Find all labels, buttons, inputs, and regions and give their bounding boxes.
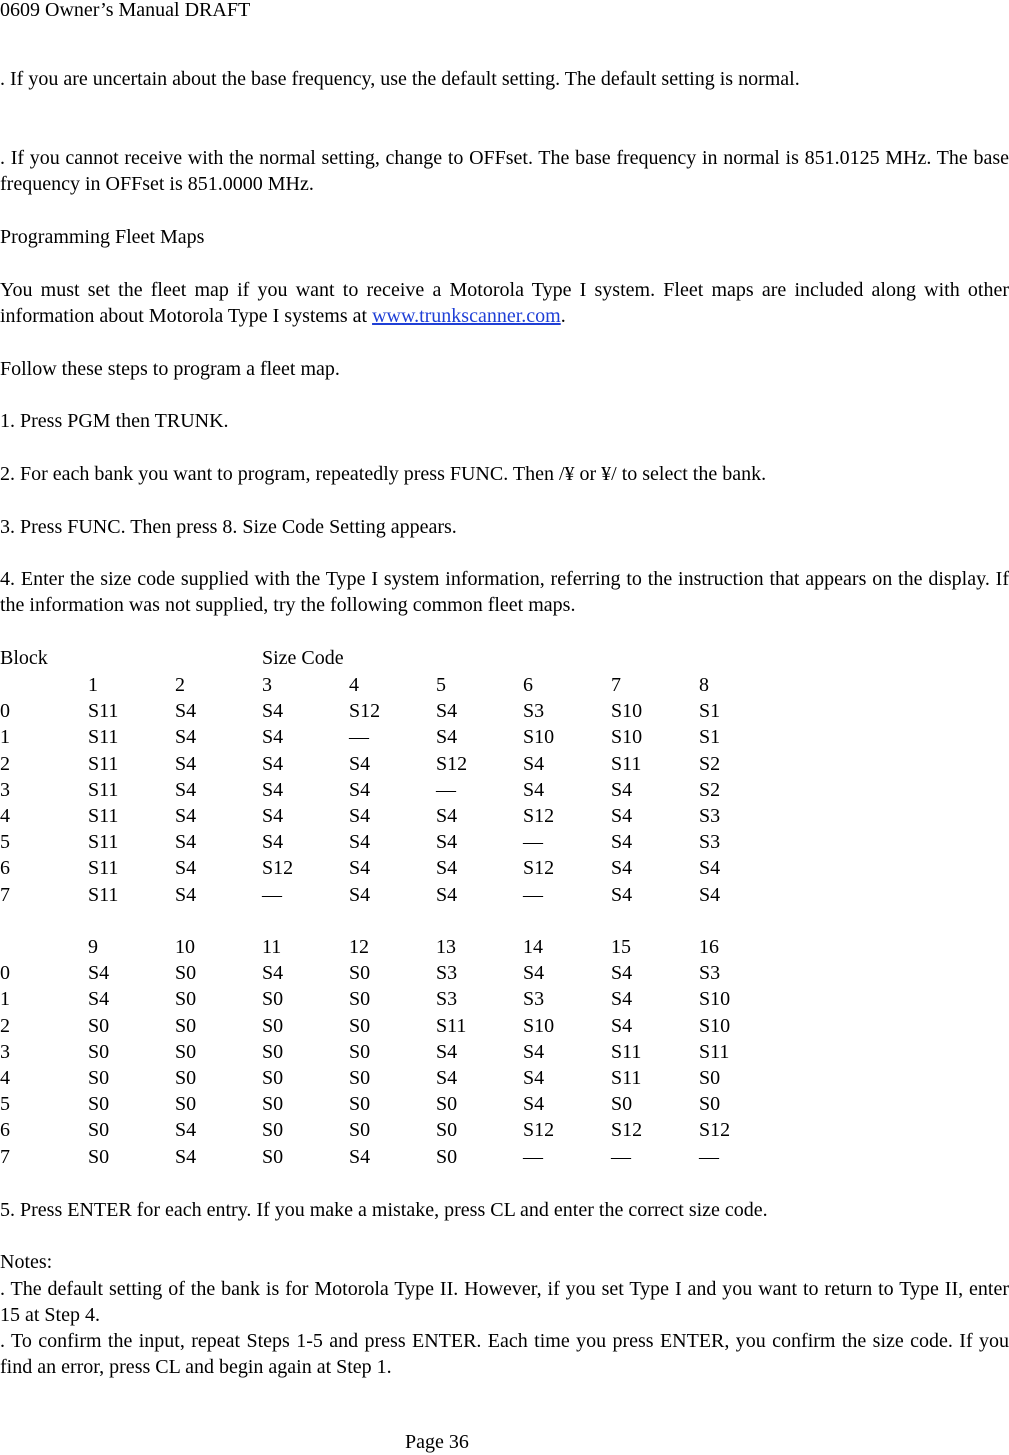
table-cell: S4 <box>262 962 284 985</box>
table-column-header: 8 <box>699 674 709 696</box>
table-cell: S12 <box>349 700 381 723</box>
table-cell: S4 <box>436 1040 458 1063</box>
table-cell: S4 <box>436 857 458 880</box>
table-cell: S0 <box>349 1119 371 1142</box>
table-row-block: 0 <box>0 962 10 985</box>
table-cell: S4 <box>349 883 371 906</box>
table-cell: S4 <box>175 700 197 723</box>
table-cell: S0 <box>88 1040 110 1063</box>
table-cell: S4 <box>436 700 458 723</box>
table-cell: S4 <box>436 726 458 749</box>
table-cell: S12 <box>523 857 555 880</box>
table-row-block: 5 <box>0 831 10 854</box>
table-cell: — <box>436 778 456 801</box>
table-cell: S4 <box>88 988 110 1011</box>
table-cell: S4 <box>349 778 371 801</box>
step-4: 4. Enter the size code supplied with the Type I system information, referring to the instruction that appears on the display. If the information was not supplied, try the following common fleet maps. <box>0 568 1009 616</box>
table-row-block: 5 <box>0 1093 10 1116</box>
table-cell: S0 <box>262 1014 284 1037</box>
table-cell: S11 <box>88 883 119 906</box>
table-cell: S4 <box>436 805 458 827</box>
table-size-code-label: Size Code <box>262 647 344 669</box>
table-cell: S0 <box>349 1093 371 1116</box>
table-cell: S1 <box>699 700 721 723</box>
table-cell: — <box>523 883 543 906</box>
table-column-header: 3 <box>262 674 272 696</box>
page-number: Page 36 <box>405 1431 469 1453</box>
paragraph-base-frequency: . If you are uncertain about the base frequency, use the default setting. The default setting is normal. <box>0 68 800 90</box>
table-cell: S0 <box>699 1093 721 1116</box>
table-row-block: 4 <box>0 1067 10 1089</box>
table-cell: — <box>611 1145 631 1168</box>
table-cell: S2 <box>699 752 721 775</box>
table-cell: S4 <box>262 831 284 854</box>
table-row-block: 7 <box>0 1145 10 1168</box>
table-cell: S2 <box>699 778 721 801</box>
table-cell: S0 <box>262 1093 284 1116</box>
table-cell: S0 <box>349 1014 371 1037</box>
table-row-block: 3 <box>0 778 10 801</box>
paragraph-offset: . If you cannot receive with the normal setting, change to OFFset. The base frequency in normal is 851.0125 MHz. The base frequency in OFFset is 851.0000 MHz. <box>0 147 1009 195</box>
table-block-label: Block <box>0 647 48 669</box>
table-cell: S0 <box>88 1119 110 1142</box>
table-cell: S3 <box>436 988 458 1011</box>
table-cell: S10 <box>611 726 643 749</box>
table-cell: S0 <box>175 1067 197 1089</box>
table-column-header: 10 <box>175 936 195 958</box>
table-column-header: 2 <box>175 674 185 696</box>
table-row-block: 6 <box>0 1119 10 1142</box>
table-cell: S4 <box>349 805 371 827</box>
table-cell: S4 <box>175 857 197 880</box>
table-cell: S4 <box>175 752 197 775</box>
table-cell: S4 <box>523 752 545 775</box>
table-cell: S4 <box>699 857 721 880</box>
table-cell: S4 <box>175 831 197 854</box>
table-cell: S4 <box>88 962 110 985</box>
table-cell: S4 <box>611 962 633 985</box>
table-cell: S0 <box>175 1093 197 1116</box>
table-row-block: 1 <box>0 726 10 749</box>
table-cell: S11 <box>699 1040 730 1063</box>
table-cell: S11 <box>88 700 119 723</box>
table-cell: S4 <box>436 883 458 906</box>
table-row-block: 2 <box>0 1014 10 1037</box>
table-cell: S11 <box>88 831 119 854</box>
table-cell: — <box>262 883 282 906</box>
table-cell: S11 <box>88 805 119 827</box>
table-cell: S0 <box>436 1145 458 1168</box>
step-2: 2. For each bank you want to program, repeatedly press FUNC. Then /¥ or ¥/ to select the bank. <box>0 463 767 485</box>
table-cell: S3 <box>436 962 458 985</box>
table-cell: S0 <box>262 1040 284 1063</box>
table-cell: S11 <box>611 1040 642 1063</box>
table-cell: S4 <box>436 1067 458 1089</box>
table-cell: S0 <box>262 988 284 1011</box>
trunkscanner-link[interactable]: www.trunkscanner.com <box>372 305 561 327</box>
table-column-header: 16 <box>699 936 719 958</box>
table-cell: S0 <box>349 988 371 1011</box>
table-cell: S12 <box>699 1119 731 1142</box>
section-heading: Programming Fleet Maps <box>0 226 205 248</box>
table-cell: S4 <box>611 778 633 801</box>
table-cell: S0 <box>349 1040 371 1063</box>
table-cell: S4 <box>611 1014 633 1037</box>
table-cell: S4 <box>611 988 633 1011</box>
note-1: . The default setting of the bank is for Motorola Type II. However, if you set Type I and you want to return to Type II, enter 15 at Step 4. <box>0 1278 1009 1326</box>
table-cell: S11 <box>436 1014 467 1037</box>
table-cell: S4 <box>349 831 371 854</box>
table-cell: S4 <box>611 831 633 854</box>
table-column-header: 15 <box>611 936 631 958</box>
table-cell: S4 <box>262 726 284 749</box>
table-cell: S0 <box>175 1040 197 1063</box>
table-cell: S0 <box>436 1093 458 1116</box>
table-cell: S0 <box>88 1067 110 1089</box>
table-cell: S11 <box>88 857 119 880</box>
table-cell: S10 <box>699 988 731 1011</box>
table-cell: S4 <box>349 752 371 775</box>
table-cell: S12 <box>611 1119 643 1142</box>
table-row-block: 2 <box>0 752 10 775</box>
table-cell: S4 <box>262 752 284 775</box>
fleet-map-intro-end: . <box>560 305 566 327</box>
table-cell: S3 <box>699 831 721 854</box>
table-cell: S4 <box>175 1119 197 1142</box>
table-cell: S0 <box>175 1014 197 1037</box>
table-cell: S11 <box>611 752 642 775</box>
table-cell: S10 <box>523 1014 555 1037</box>
table-cell: S11 <box>88 726 119 749</box>
table-cell: S3 <box>699 962 721 985</box>
table-cell: S4 <box>523 1040 545 1063</box>
paragraph-fleet-map-intro <box>0 277 1009 329</box>
notes-label: Notes: <box>0 1251 53 1273</box>
table-cell: S0 <box>175 988 197 1011</box>
table-cell: S11 <box>611 1067 642 1089</box>
table-cell: S4 <box>262 805 284 827</box>
table-cell: — <box>523 1145 543 1168</box>
table-cell: S10 <box>523 726 555 749</box>
table-cell: — <box>523 831 543 854</box>
note-2: . To confirm the input, repeat Steps 1-5 and press ENTER. Each time you press ENTER, you confirm the size code. If you find an error, press CL and begin again at Step 1. <box>0 1330 1009 1378</box>
table-row-block: 0 <box>0 700 10 723</box>
table-cell: S10 <box>699 1014 731 1037</box>
table-cell: S4 <box>175 883 197 906</box>
table-cell: S11 <box>88 778 119 801</box>
paragraph-follow-steps: Follow these steps to program a fleet map. <box>0 358 340 380</box>
table-cell: — <box>699 1145 719 1168</box>
table-cell: S4 <box>349 857 371 880</box>
table-cell: S0 <box>88 1014 110 1037</box>
table-cell: S11 <box>88 752 119 775</box>
table-cell: S4 <box>611 883 633 906</box>
table-row-block: 1 <box>0 988 10 1011</box>
table-cell: S0 <box>88 1093 110 1116</box>
table-cell: S0 <box>699 1067 721 1089</box>
table-cell: S10 <box>611 700 643 723</box>
table-cell: S4 <box>523 778 545 801</box>
table-cell: S0 <box>611 1093 633 1116</box>
table-cell: S12 <box>523 805 555 827</box>
table-cell: S0 <box>262 1067 284 1089</box>
table-cell: S4 <box>436 831 458 854</box>
table-column-header: 4 <box>349 674 359 696</box>
table-column-header: 13 <box>436 936 456 958</box>
table-cell: S0 <box>262 1145 284 1168</box>
table-cell: S0 <box>349 962 371 985</box>
table-cell: S4 <box>262 778 284 801</box>
table-column-header: 9 <box>88 936 98 958</box>
table-column-header: 5 <box>436 674 446 696</box>
table-cell: S12 <box>262 857 294 880</box>
table-row-block: 7 <box>0 883 10 906</box>
table-cell: S0 <box>436 1119 458 1142</box>
table-cell: S3 <box>523 700 545 723</box>
table-column-header: 14 <box>523 936 543 958</box>
table-row-block: 6 <box>0 857 10 880</box>
table-cell: S4 <box>523 1067 545 1089</box>
table-column-header: 1 <box>88 674 98 696</box>
table-cell: S0 <box>349 1067 371 1089</box>
table-cell: S4 <box>611 857 633 880</box>
table-row-block: 4 <box>0 805 10 827</box>
table-cell: S4 <box>175 1145 197 1168</box>
table-cell: S12 <box>436 752 468 775</box>
step-5: 5. Press ENTER for each entry. If you make a mistake, press CL and enter the correct size code. <box>0 1199 768 1221</box>
table-row-block: 3 <box>0 1040 10 1063</box>
table-cell: S12 <box>523 1119 555 1142</box>
document-header: 0609 Owner’s Manual DRAFT <box>0 0 251 21</box>
table-cell: S4 <box>699 883 721 906</box>
table-cell: S4 <box>262 700 284 723</box>
table-cell: S3 <box>699 805 721 827</box>
table-cell: S4 <box>349 1145 371 1168</box>
table-cell: S4 <box>523 962 545 985</box>
table-column-header: 11 <box>262 936 282 958</box>
table-cell: S4 <box>523 1093 545 1116</box>
table-cell: S4 <box>175 778 197 801</box>
table-column-header: 6 <box>523 674 533 696</box>
fleet-map-intro-text: You must set the fleet map if you want to receive a Motorola Type I system. Fleet maps are included along with other information about Motorola Type I systems at <box>0 279 1009 327</box>
table-column-header: 7 <box>611 674 621 696</box>
table-cell: S4 <box>175 805 197 827</box>
table-cell: S4 <box>175 726 197 749</box>
table-cell: S0 <box>262 1119 284 1142</box>
table-cell: S1 <box>699 726 721 749</box>
table-column-header: 12 <box>349 936 369 958</box>
step-1: 1. Press PGM then TRUNK. <box>0 410 229 432</box>
step-3: 3. Press FUNC. Then press 8. Size Code Setting appears. <box>0 516 457 538</box>
table-cell: S0 <box>88 1145 110 1168</box>
table-cell: S3 <box>523 988 545 1011</box>
table-cell: — <box>349 726 369 749</box>
table-cell: S0 <box>175 962 197 985</box>
table-cell: S4 <box>611 805 633 827</box>
